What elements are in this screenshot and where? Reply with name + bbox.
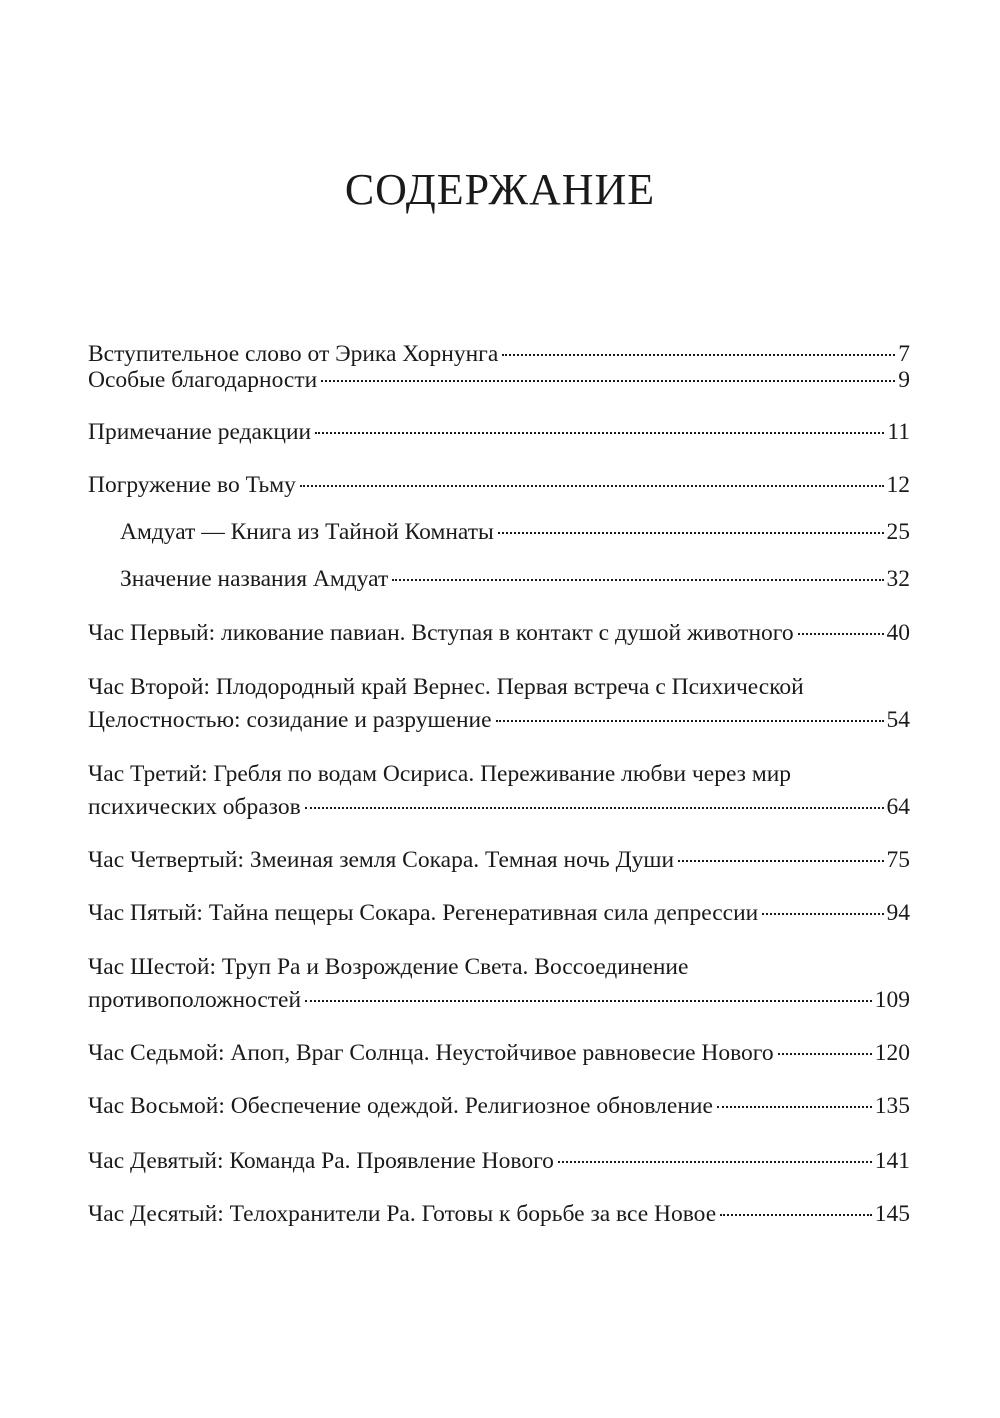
dot-leader xyxy=(300,485,884,487)
toc-entry-title: Час Седьмой: Апоп, Враг Солнца. Неустойчивое равновесие Нового xyxy=(88,1040,774,1066)
toc-entry-page: 9 xyxy=(898,367,910,393)
dot-leader xyxy=(498,532,884,534)
dot-leader xyxy=(678,860,883,862)
toc-entry[interactable] xyxy=(88,1145,910,1178)
toc-entry-title: Целостностью: созидание и разрушение xyxy=(88,707,492,733)
toc-entry-page: 75 xyxy=(886,847,910,873)
toc-entry[interactable] xyxy=(88,364,910,397)
toc-entry-title-line1: Час Третий: Гребля по водам Осириса. Переживание любви через мир xyxy=(88,761,792,787)
toc-entry-page: 64 xyxy=(886,794,910,820)
toc-entry-page: 141 xyxy=(874,1148,910,1174)
toc-entry-page: 145 xyxy=(874,1201,910,1227)
toc-entry-title-line1: Час Шестой: Труп Ра и Возрождение Света. Воссоединение xyxy=(88,954,689,980)
toc-entry[interactable] xyxy=(88,844,910,877)
dot-leader xyxy=(321,380,895,382)
toc-entry-title: Вступительное слово от Эрика Хорнунга xyxy=(88,341,499,367)
toc-entry-page: 120 xyxy=(874,1040,910,1066)
toc-entry-page: 94 xyxy=(886,900,910,926)
toc-entry-page: 40 xyxy=(886,620,910,646)
toc-entry-title: противоположностей xyxy=(88,987,302,1013)
toc-entry-title: Час Пятый: Тайна пещеры Сокара. Регенеративная сила депрессии xyxy=(88,900,759,926)
toc-entry-title: Амдуат — Книга из Тайной Комнаты xyxy=(120,519,494,545)
toc-entry-title: Час Первый: ликование павиан. Вступая в контакт с душой животного xyxy=(88,620,794,646)
dot-leader xyxy=(305,1000,872,1002)
dot-leader xyxy=(778,1053,872,1055)
toc-entry-page: 135 xyxy=(874,1093,910,1119)
toc-entry-title: Час Восьмой: Обеспечение одеждой. Религиозное обновление xyxy=(88,1093,713,1119)
toc-entry[interactable] xyxy=(88,951,910,1017)
toc-entry-title: Час Девятый: Команда Ра. Проявление Нового xyxy=(88,1148,554,1174)
toc-entry[interactable] xyxy=(88,1198,910,1231)
toc-entry-page: 11 xyxy=(887,419,910,445)
toc-entry[interactable] xyxy=(88,758,910,824)
dot-leader xyxy=(720,1214,872,1216)
toc-entry-title: Особые благодарности xyxy=(88,367,318,393)
toc-subentry[interactable] xyxy=(120,563,910,596)
toc-entry-title-line1: Час Второй: Плодородный край Вернес. Первая встреча с Психической xyxy=(88,674,804,700)
dot-leader xyxy=(392,579,883,581)
toc-entry-page: 7 xyxy=(898,341,910,367)
toc-entry[interactable] xyxy=(88,671,910,737)
toc-entry[interactable] xyxy=(88,1037,910,1070)
toc-entry[interactable] xyxy=(88,897,910,930)
toc-entry[interactable] xyxy=(88,617,910,650)
toc-entry-page: 109 xyxy=(874,987,910,1013)
toc-subentry[interactable] xyxy=(120,516,910,549)
dot-leader xyxy=(558,1161,872,1163)
toc-entry-title: психических образов xyxy=(88,794,301,820)
toc-entry-page: 54 xyxy=(886,707,910,733)
dot-leader xyxy=(717,1106,872,1108)
page-title: СОДЕРЖАНИЕ xyxy=(344,165,656,214)
toc-entry-page: 12 xyxy=(886,472,910,498)
dot-leader xyxy=(315,432,884,434)
toc-entry-page: 32 xyxy=(886,566,910,592)
dot-leader xyxy=(502,354,895,356)
dot-leader xyxy=(798,633,884,635)
dot-leader xyxy=(305,807,884,809)
dot-leader xyxy=(762,913,883,915)
toc-entry[interactable] xyxy=(88,469,910,502)
toc-entry-title: Час Четвертый: Змеиная земля Сокара. Темная ночь Души xyxy=(88,847,675,873)
toc-entry-title: Погружение во Тьму xyxy=(88,472,296,498)
toc-entry[interactable] xyxy=(88,1090,910,1123)
dot-leader xyxy=(496,720,884,722)
toc-entry[interactable] xyxy=(88,416,910,449)
toc-entry-page: 25 xyxy=(886,519,910,545)
toc-entry-title: Примечание редакции xyxy=(88,419,312,445)
toc-entry-title: Значение названия Амдуат xyxy=(120,566,389,592)
toc-entry-title: Час Десятый: Телохранители Ра. Готовы к борьбе за все Новое xyxy=(88,1201,717,1227)
